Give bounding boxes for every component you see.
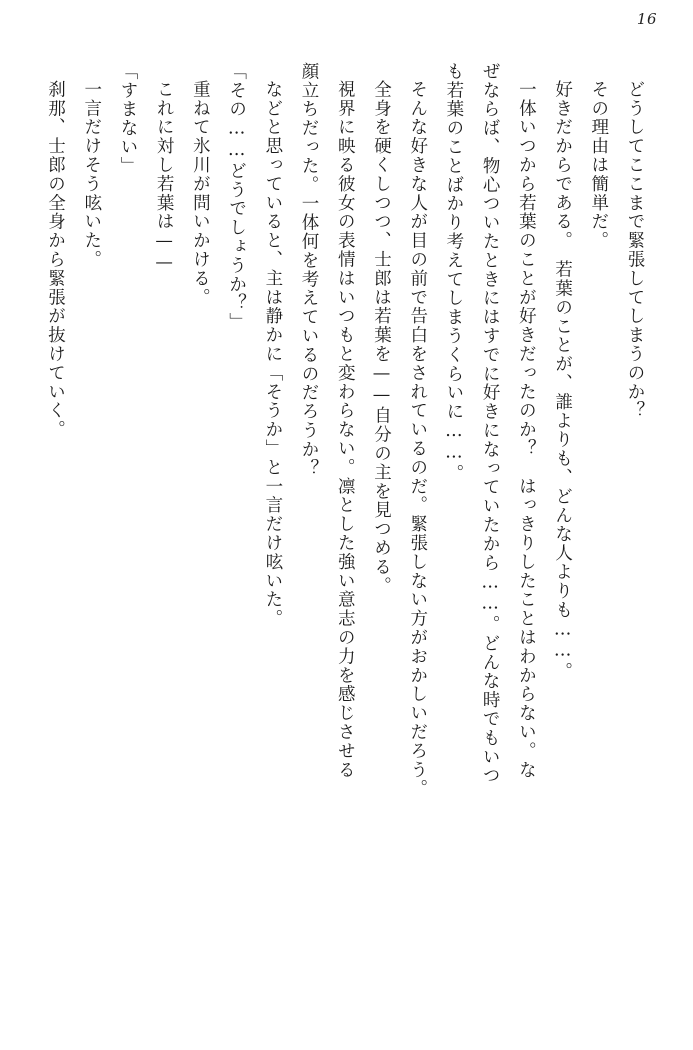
paragraph: などと思っていると、主は静かに「そうか」と一言だけ呟いた。 bbox=[262, 79, 283, 628]
dialogue-line: 「その……どうでしょうか？」 bbox=[226, 62, 247, 332]
paragraph: 一言だけそう呟いた。 bbox=[81, 79, 102, 269]
paragraph: 視界に映る彼女の表情はいつもと変わらない。凛とした強い意志の力を感じさせる bbox=[335, 79, 356, 779]
paragraph: も若葉のことばかり考えてしまうくらいに……。 bbox=[443, 62, 464, 483]
paragraph: そんな好きな人が目の前で告白をされているのだ。緊張しない方がおかしいだろう。 bbox=[407, 79, 428, 798]
vertical-text-body bbox=[44, 62, 653, 1012]
page-number: 16 bbox=[636, 10, 657, 28]
paragraph: ぜならば、物心ついたときにはすでに好きになっていたから……。どんな時でもいつ bbox=[480, 62, 501, 786]
paragraph: 刹那、士郎の全身から緊張が抜けていく。 bbox=[45, 79, 66, 439]
paragraph: どうしてここまで緊張してしまうのか？ bbox=[625, 79, 645, 420]
dialogue-line: 「すまない」 bbox=[117, 62, 138, 176]
paragraph: 好きだからである。 若葉のことが、誰よりも、どんな人よりも……。 bbox=[552, 79, 573, 681]
paragraph: 一体いつから若葉のことが好きだったのか？ はっきりしたことはわからない。な bbox=[516, 79, 537, 779]
paragraph: その理由は簡単だ。 bbox=[588, 79, 609, 250]
paragraph: 顔立ちだった。一体何を考えているのだろうか？ bbox=[299, 62, 320, 478]
paragraph: 重ねて氷川が問いかける。 bbox=[190, 79, 211, 307]
paragraph: 全身を硬くしつつ、士郎は若葉を——自分の主を見つめる。 bbox=[371, 79, 392, 595]
paragraph: これに対し若葉は—— bbox=[154, 79, 175, 274]
